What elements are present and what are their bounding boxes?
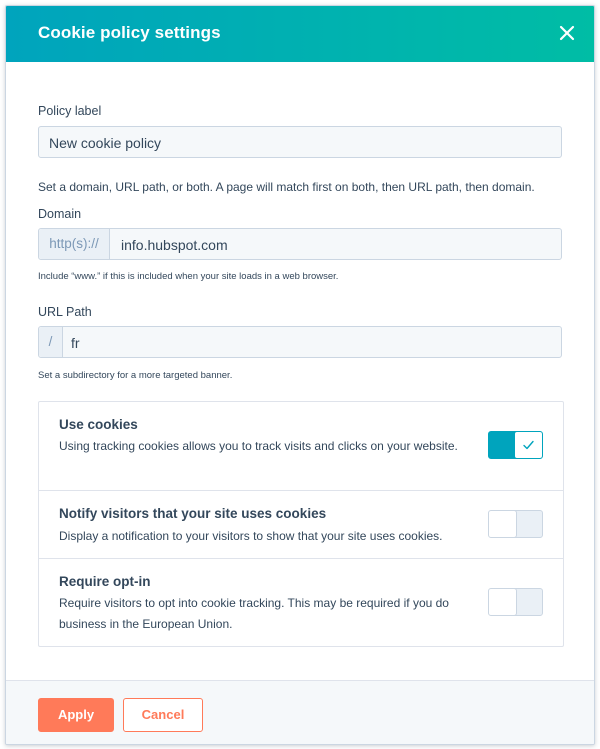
cookie-policy-dialog — [5, 5, 595, 745]
option-use-cookies — [39, 402, 563, 490]
url-path-label: URL Path — [38, 305, 92, 319]
option-title: Use cookies — [59, 417, 138, 432]
cancel-button[interactable]: Cancel — [123, 698, 203, 732]
cookie-options — [38, 401, 564, 647]
url-path-prefix: / — [39, 327, 63, 357]
notify-visitors-toggle[interactable] — [488, 510, 543, 538]
option-require-opt-in — [39, 558, 563, 646]
domain-value: info.hubspot.com — [121, 237, 228, 253]
match-help-text: Set a domain, URL path, or both. A page will match first on both, then URL path, then domain. — [38, 180, 535, 194]
url-path-value: fr — [71, 335, 80, 351]
require-opt-in-toggle[interactable] — [488, 588, 543, 616]
option-description: Using tracking cookies allows you to track visits and clicks on your website. — [59, 439, 458, 453]
option-description: Display a notification to your visitors to show that your site uses cookies. — [59, 529, 443, 543]
dialog-footer — [6, 680, 594, 745]
url-path-help-text: Set a subdirectory for a more targeted banner. — [38, 370, 233, 381]
option-notify-visitors — [39, 490, 563, 558]
url-path-input[interactable] — [38, 326, 562, 358]
option-title: Notify visitors that your site uses cookies — [59, 506, 327, 521]
toggle-knob — [488, 510, 517, 538]
apply-button[interactable]: Apply — [38, 698, 114, 732]
option-title: Require opt-in — [59, 574, 151, 589]
domain-help-text: Include “www.” if this is included when your site loads in a web browser. — [38, 271, 339, 282]
dialog-title: Cookie policy settings — [38, 23, 221, 42]
option-description: Require visitors to opt into cookie tracking. This may be required if you do business in the European Union. — [59, 596, 449, 631]
domain-label: Domain — [38, 207, 82, 221]
dialog-header — [6, 6, 594, 62]
toggle-knob — [488, 588, 517, 616]
close-icon[interactable] — [554, 20, 580, 46]
toggle-knob — [514, 431, 543, 459]
policy-label-input[interactable] — [38, 126, 562, 158]
policy-label-value: New cookie policy — [49, 135, 162, 151]
use-cookies-toggle[interactable] — [488, 431, 543, 459]
policy-label-label: Policy label — [38, 104, 102, 118]
domain-prefix: http(s):// — [39, 229, 110, 259]
checkmark-icon — [515, 432, 542, 458]
domain-input[interactable] — [38, 228, 562, 260]
